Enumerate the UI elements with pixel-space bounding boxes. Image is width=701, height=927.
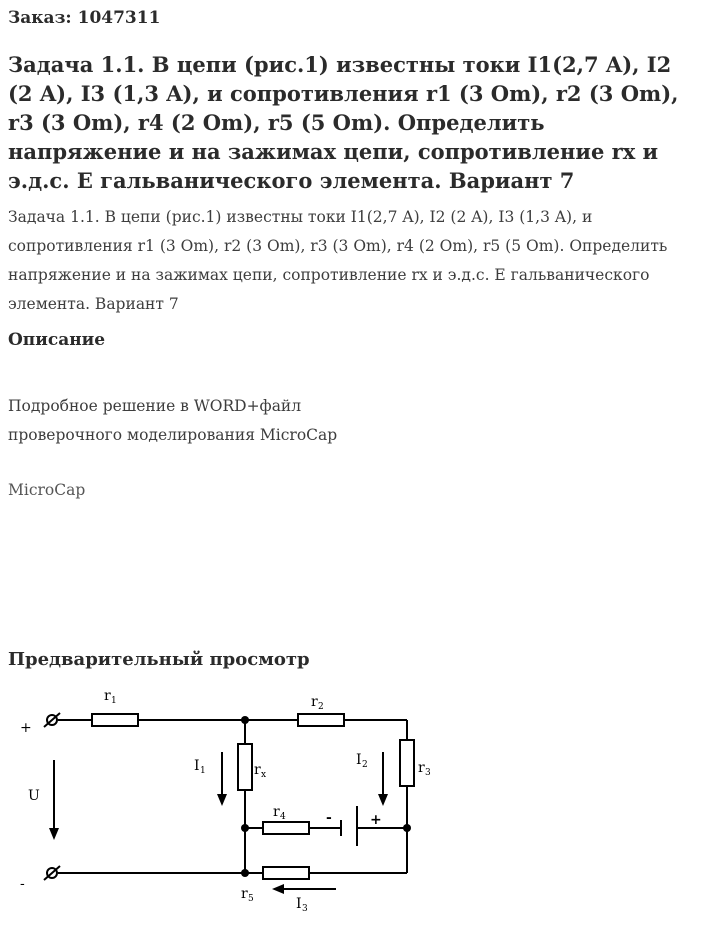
description-line-2: проверочного моделирования MicroCap (8, 426, 338, 444)
label-i2-sub: 2 (362, 760, 368, 770)
label-i3: I (296, 896, 302, 912)
circuit-diagram (0, 680, 460, 920)
resistor-r3 (400, 740, 414, 786)
arrow-i2-head (378, 794, 388, 806)
label-r4: r (273, 804, 280, 820)
description-line-1: Подробное решение в WORD+файл (8, 397, 302, 415)
label-r2: r (311, 694, 318, 710)
label-r1-sub: 1 (111, 696, 117, 706)
arrow-u-head (49, 828, 59, 840)
label-i1-sub: 1 (200, 766, 206, 776)
resistor-r5 (263, 867, 309, 879)
label-u: U (28, 788, 40, 804)
arrow-i1-head (217, 794, 227, 806)
arrow-i3-head (272, 884, 284, 894)
task-title: Задача 1.1. В цепи (рис.1) известны токи I1(2,7 A), I2 (2 A), I3 (1,3 A), и сопротивления r1 (3 Om), r2 (3 Om), r3 (3 Om), r4 (2 Om), r5 (5 Om). Определить напряжение и на зажимах цепи, сопротивление rx и э.д.с. E гальванического элемента. Вариант 7 (8, 52, 679, 193)
label-i2: I (356, 752, 362, 768)
label-r3-sub: 3 (425, 768, 431, 778)
task-text: Задача 1.1. В цепи (рис.1) известны токи I1(2,7 A), I2 (2 A), I3 (1,3 A), и сопротивления r1 (3 Om), r2 (3 Om), r3 (3 Om), r4 (2 Om), r5 (5 Om). Определить напряжение и на зажимах цепи, сопротивление rx и э.д.с. E гальванического элемента. Вариант 7 (8, 208, 668, 313)
description-text (8, 392, 337, 450)
label-r5: r (241, 886, 248, 902)
label-rx-sub: x (261, 770, 267, 780)
order-number: Заказ: 1047311 (8, 8, 161, 28)
label-r5-sub: 5 (248, 894, 254, 904)
node-mid (241, 824, 249, 832)
label-battery-plus: + (370, 812, 382, 828)
software-tag: MicroCap (8, 481, 86, 499)
resistor-rx (238, 744, 252, 790)
node-bottom (241, 869, 249, 877)
resistor-r2 (298, 714, 344, 726)
resistor-r1 (92, 714, 138, 726)
label-minus: - (20, 876, 25, 892)
label-i1: I (194, 758, 200, 774)
label-r4-sub: 4 (280, 812, 286, 822)
label-battery-minus: - (326, 810, 332, 826)
label-rx: r (254, 762, 261, 778)
label-r3: r (418, 760, 425, 776)
label-r1: r (104, 688, 111, 704)
resistor-r4 (263, 822, 309, 834)
node-right (403, 824, 411, 832)
label-i3-sub: 3 (302, 904, 308, 914)
label-r2-sub: 2 (318, 702, 324, 712)
label-plus: + (20, 720, 32, 736)
node-top (241, 716, 249, 724)
description-heading: Описание (8, 330, 106, 350)
preview-heading: Предварительный просмотр (8, 649, 310, 670)
